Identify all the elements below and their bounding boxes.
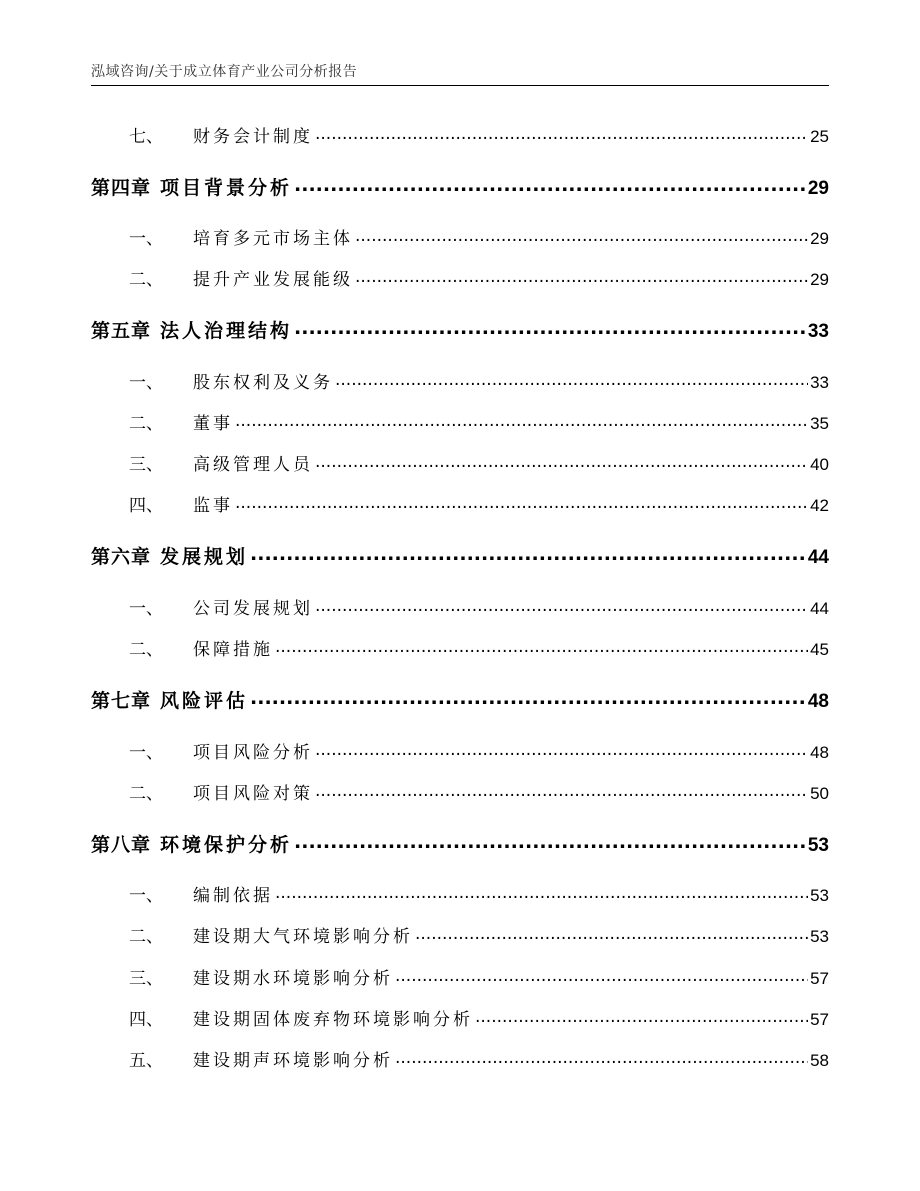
toc-title: 提升产业发展能级	[193, 270, 353, 290]
toc-entry-row[interactable]	[91, 265, 829, 290]
page-number: 44	[807, 547, 829, 568]
toc-title: 建设期固体废弃物环境影响分析	[193, 1010, 473, 1030]
entry-number: 四、	[129, 1010, 163, 1030]
header-rule	[91, 85, 829, 86]
page-number: 29	[810, 270, 829, 289]
dot-leader	[235, 412, 808, 429]
entry-number: 三、	[129, 455, 163, 475]
toc-entry-row[interactable]	[91, 881, 829, 906]
page-number: 44	[810, 599, 829, 618]
page-number: 53	[810, 927, 829, 946]
toc-entry-row[interactable]	[91, 224, 829, 249]
toc-title: 风险评估	[160, 690, 249, 712]
toc-entry-row[interactable]	[91, 922, 829, 947]
toc-title: 建设期声环境影响分析	[193, 1051, 393, 1071]
toc-title: 股东权利及义务	[193, 373, 333, 393]
entry-number: 一、	[129, 599, 163, 619]
chapter-label: 第六章	[91, 546, 152, 568]
toc-entry-row[interactable]	[91, 368, 829, 393]
toc-title: 建设期水环境影响分析	[193, 969, 393, 989]
toc-entry-row[interactable]	[91, 594, 829, 619]
toc-title: 法人治理结构	[160, 320, 293, 342]
entry-number: 四、	[129, 496, 163, 516]
toc-entry-row[interactable]	[91, 122, 829, 147]
dot-leader	[315, 125, 808, 142]
dot-leader	[250, 544, 806, 563]
entry-number: 二、	[129, 270, 163, 290]
page-number: 50	[810, 784, 829, 803]
page-number: 58	[810, 1051, 829, 1070]
page-number: 45	[810, 640, 829, 659]
dot-leader	[395, 1049, 808, 1066]
dot-leader	[250, 688, 806, 707]
dot-leader	[315, 782, 808, 799]
toc-chapter-row[interactable]	[91, 173, 829, 200]
entry-number: 一、	[129, 886, 163, 906]
toc-chapter-row[interactable]	[91, 542, 829, 569]
entry-number: 二、	[129, 640, 163, 660]
toc-entry-row[interactable]	[91, 450, 829, 475]
dot-leader	[415, 925, 808, 942]
entry-number: 二、	[129, 414, 163, 434]
toc-title: 公司发展规划	[193, 599, 313, 619]
page-number: 25	[810, 127, 829, 146]
toc-title: 发展规划	[160, 546, 249, 568]
dot-leader	[475, 1008, 808, 1025]
page-number: 57	[810, 1010, 829, 1029]
dot-leader	[275, 884, 808, 901]
toc-entry-row[interactable]	[91, 409, 829, 434]
toc-title: 编制依据	[193, 886, 273, 906]
page-number: 57	[810, 969, 829, 988]
page-number: 40	[810, 455, 829, 474]
dot-leader	[294, 318, 806, 337]
toc-chapter-row[interactable]	[91, 316, 829, 343]
toc-title: 环境保护分析	[160, 834, 293, 856]
page-number: 33	[807, 321, 829, 342]
page-number: 53	[810, 886, 829, 905]
chapter-label: 第四章	[91, 177, 152, 199]
dot-leader	[235, 494, 808, 511]
page-number: 42	[810, 496, 829, 515]
entry-number: 二、	[129, 927, 163, 947]
page-number: 48	[810, 743, 829, 762]
dot-leader	[395, 967, 808, 984]
toc-title: 董事	[193, 414, 233, 434]
toc-entry-row[interactable]	[91, 1005, 829, 1030]
toc-title: 保障措施	[193, 640, 273, 660]
page-number: 35	[810, 414, 829, 433]
dot-leader	[315, 597, 808, 614]
entry-number: 一、	[129, 743, 163, 763]
page-number: 53	[807, 835, 829, 856]
chapter-label: 第五章	[91, 320, 152, 342]
toc-title: 培育多元市场主体	[193, 229, 353, 249]
dot-leader	[335, 371, 808, 388]
entry-number: 三、	[129, 969, 163, 989]
running-header: 泓域咨询/关于成立体育产业公司分析报告	[91, 64, 358, 80]
dot-leader	[275, 638, 808, 655]
dot-leader	[315, 741, 808, 758]
page-number: 33	[810, 373, 829, 392]
dot-leader	[294, 175, 806, 194]
toc-title: 项目背景分析	[160, 177, 293, 199]
toc-entry-row[interactable]	[91, 779, 829, 804]
toc-entry-row[interactable]	[91, 491, 829, 516]
toc-title: 建设期大气环境影响分析	[193, 927, 413, 947]
toc-title: 项目风险分析	[193, 743, 313, 763]
dot-leader	[355, 268, 808, 285]
entry-number: 七、	[129, 127, 163, 147]
toc-title: 高级管理人员	[193, 455, 313, 475]
chapter-label: 第八章	[91, 834, 152, 856]
toc-title: 财务会计制度	[193, 127, 313, 147]
entry-number: 二、	[129, 784, 163, 804]
dot-leader	[355, 227, 808, 244]
toc-entry-row[interactable]	[91, 635, 829, 660]
toc-entry-row[interactable]	[91, 1046, 829, 1071]
toc-title: 项目风险对策	[193, 784, 313, 804]
toc-chapter-row[interactable]	[91, 830, 829, 857]
toc-entry-row[interactable]	[91, 738, 829, 763]
entry-number: 一、	[129, 229, 163, 249]
page-number: 29	[807, 178, 829, 199]
toc-entry-row[interactable]	[91, 964, 829, 989]
chapter-label: 第七章	[91, 690, 152, 712]
entry-number: 五、	[129, 1051, 163, 1071]
dot-leader	[315, 453, 808, 470]
page-number: 29	[810, 229, 829, 248]
entry-number: 一、	[129, 373, 163, 393]
page-number: 48	[807, 691, 829, 712]
dot-leader	[294, 832, 806, 851]
toc-chapter-row[interactable]	[91, 686, 829, 713]
toc-title: 监事	[193, 496, 233, 516]
